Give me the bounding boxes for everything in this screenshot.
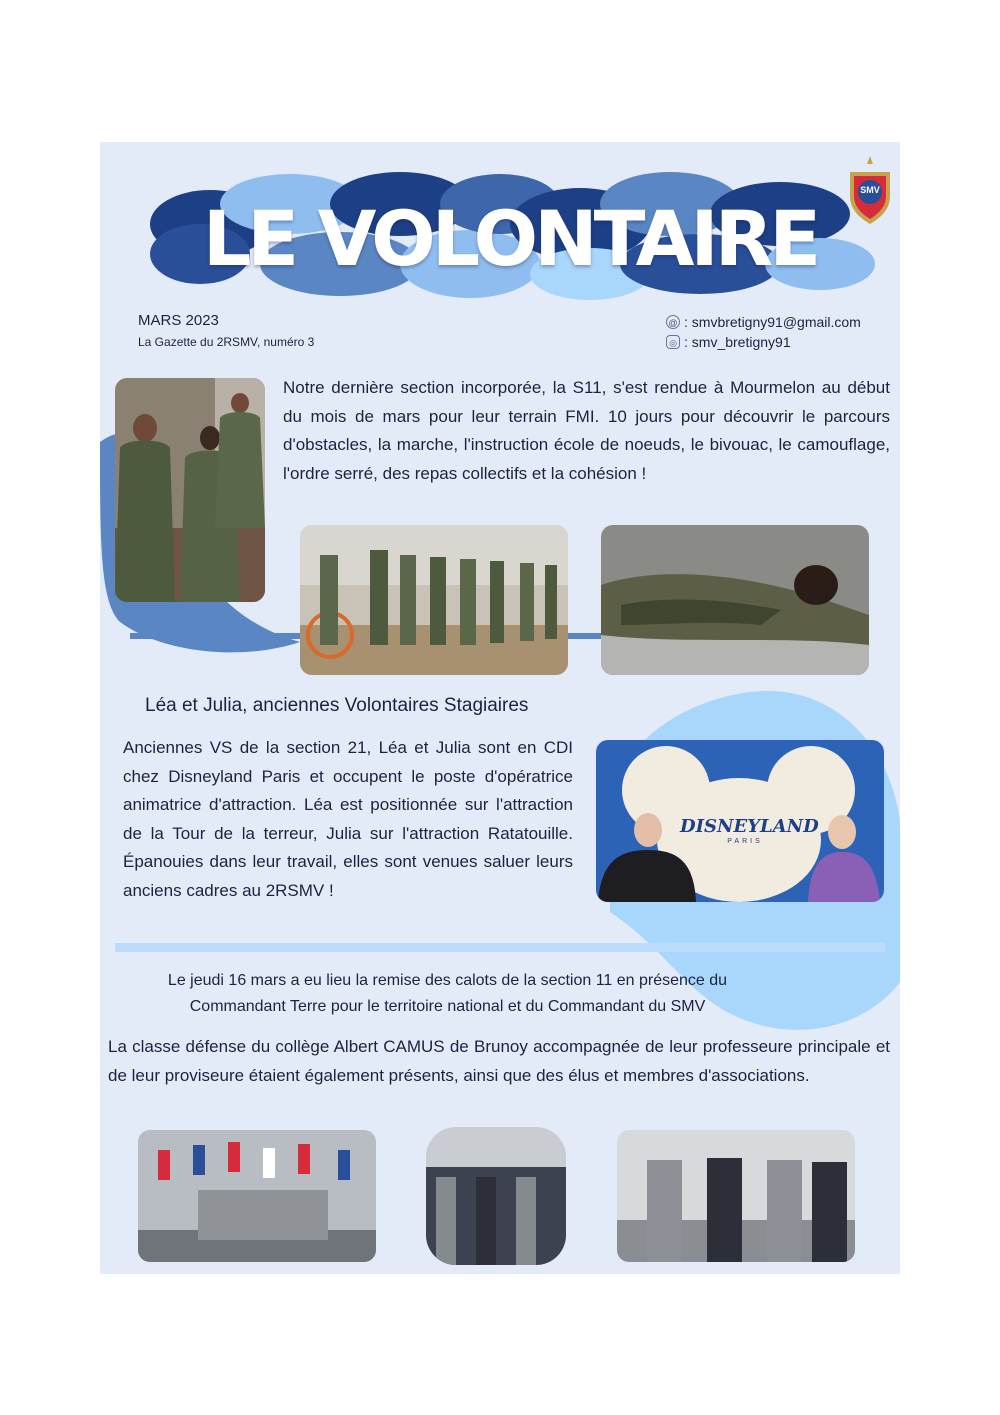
disneyland-sign-sub: PARIS xyxy=(727,838,763,845)
article-alumni-heading: Léa et Julia, anciennes Volontaires Stagiaires xyxy=(145,695,529,716)
disneyland-sign: DISNEYLAND xyxy=(680,816,819,837)
contact-instagram[interactable] xyxy=(666,332,861,352)
ceremony-caption-line-2: Commandant Terre pour le territoire national et du Commandant du SMV xyxy=(189,998,706,1015)
at-icon: @ xyxy=(666,315,680,329)
photo-disneyland xyxy=(596,740,884,902)
article-ceremony-text: La classe défense du collège Albert CAMUS de Brunoy accompagnée de leur professeure principale et de leur proviseure étaient également présents, ainsi que des élus et membres d'associations. xyxy=(108,1037,890,1085)
ceremony-caption-line-1: Le jeudi 16 mars a eu lieu la remise des calots de la section 11 en présence du xyxy=(167,972,728,989)
section-divider-2 xyxy=(115,943,885,952)
issue-subtitle: La Gazette du 2RSMV, numéro 3 xyxy=(138,335,315,349)
emblem-label: SMV xyxy=(860,185,880,195)
newsletter-page xyxy=(100,142,900,1274)
photo-s11-camouflage xyxy=(601,525,869,675)
smv-emblem xyxy=(846,154,894,226)
photo-s11-meal xyxy=(115,378,265,602)
article-alumni-text: Anciennes VS de la section 21, Léa et Julia sont en CDI chez Disneyland Paris et occupent le poste d'opératrice animatrice d'attraction. Léa est positionnée sur l'attraction de la Tour de la terreur, Julia sur l'attraction Ratatouille. Épanouies dans leur travail, elles sont venues saluer leurs anciens cadres au 2RSMV ! xyxy=(123,738,573,900)
instagram-icon: ◎ xyxy=(666,335,680,349)
photo-ceremony-troops xyxy=(426,1127,566,1265)
masthead xyxy=(140,164,880,304)
photo-s11-formation xyxy=(300,525,568,675)
contact-email[interactable] xyxy=(666,312,861,332)
contact-instagram-text: : smv_bretigny91 xyxy=(684,334,791,350)
issue-date: MARS 2023 xyxy=(138,312,219,329)
photo-ceremony-flags xyxy=(138,1130,376,1262)
article-s11-text: Notre dernière section incorporée, la S11, s'est rendue à Mourmelon au début du mois de mars pour leur terrain FMI. 10 jours pour découvrir le parcours d'obstacles, la marche, l'instruction école de noeuds, le bivouac, le camouflage, l'ordre serré, des repas collectifs et la cohésion ! xyxy=(283,378,890,483)
section-divider-1b xyxy=(566,633,606,639)
contact-email-text: : smvbretigny91@gmail.com xyxy=(684,314,861,330)
newsletter-title: LE VOLONTAIRE xyxy=(202,194,818,283)
contact-block xyxy=(666,312,861,352)
photo-ceremony-calots xyxy=(617,1130,855,1262)
